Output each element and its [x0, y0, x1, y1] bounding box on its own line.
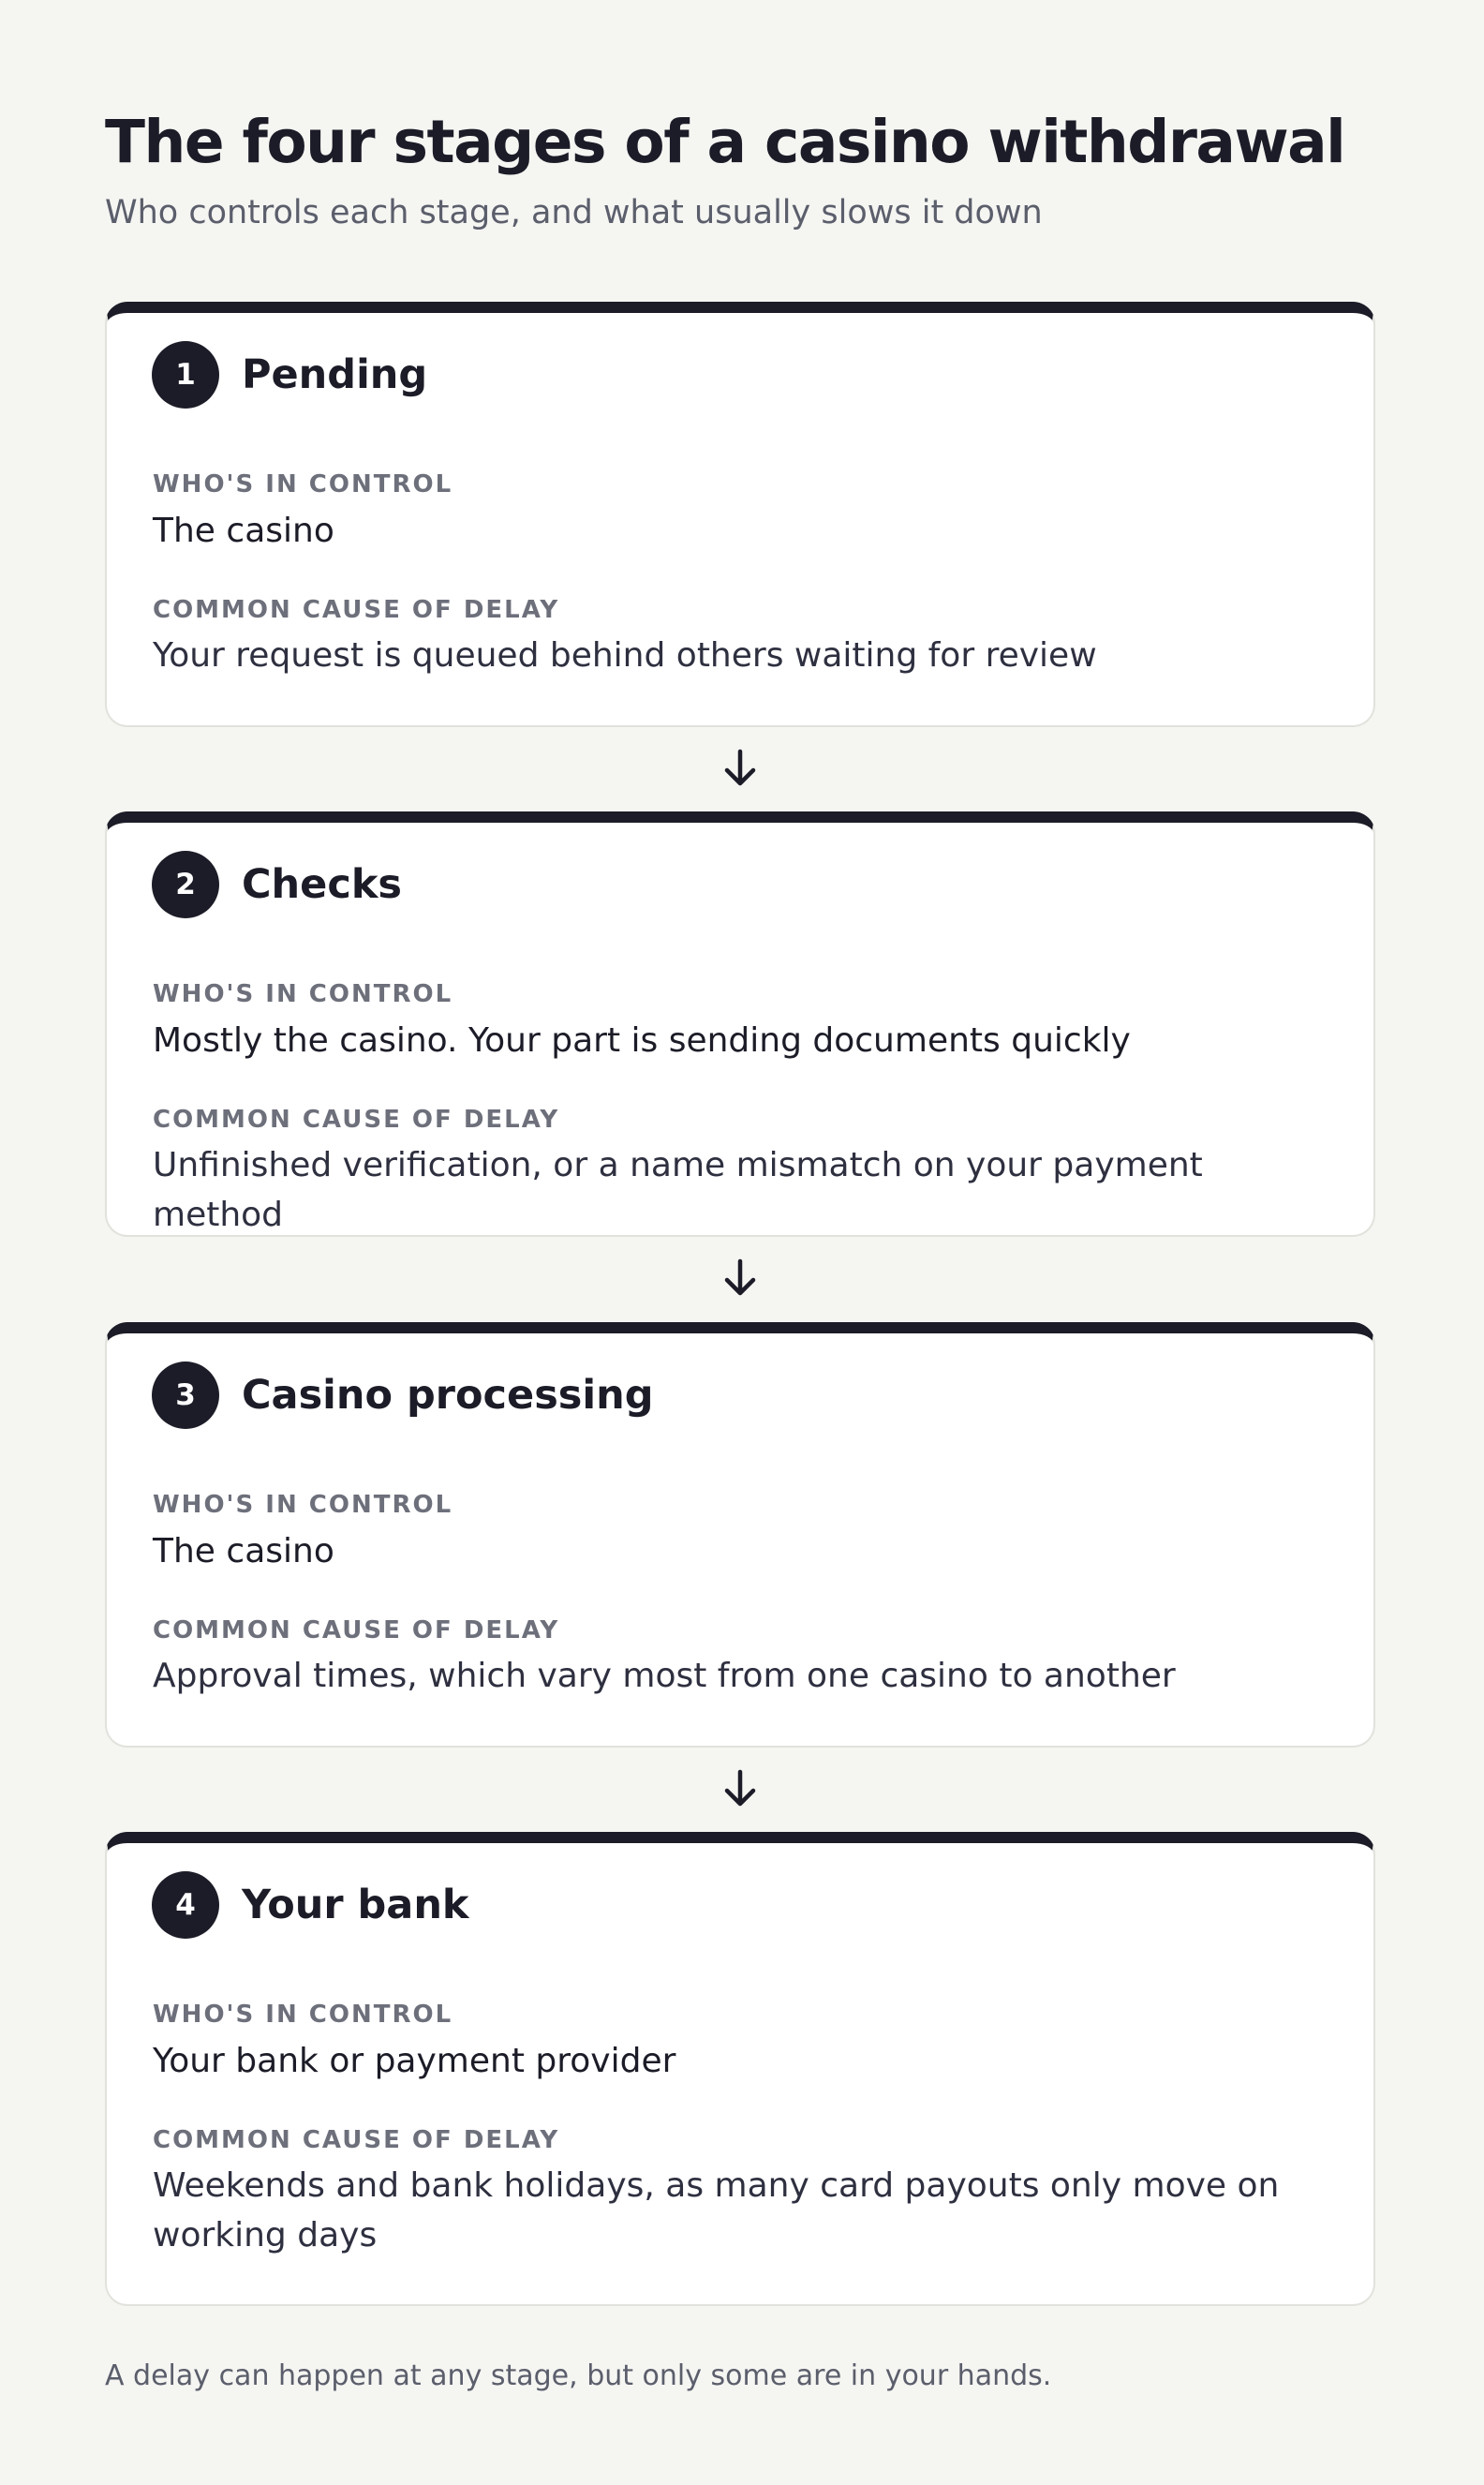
delay-value: Weekends and bank holidays, as many card payouts only move on working days	[153, 2166, 1280, 2254]
delay-value: Unfinished verification, or a name mismatch on your payment method	[153, 1146, 1203, 1234]
stage-number-badge: 3	[152, 1362, 219, 1429]
stage-title: Your bank	[242, 1882, 469, 1928]
control-value: Mostly the casino. Your part is sending documents quickly	[153, 1021, 1131, 1060]
page-subtitle: Who controls each stage, and what usually slows it down	[105, 194, 1043, 231]
stage-card-pending	[105, 302, 1375, 727]
control-label: WHO'S IN CONTROL	[153, 980, 453, 1008]
page-title: The four stages of a casino withdrawal	[105, 108, 1345, 176]
stage-title: Pending	[242, 351, 428, 398]
control-label: WHO'S IN CONTROL	[153, 2001, 453, 2029]
arrow-down-icon	[720, 1257, 761, 1299]
stage-title: Casino processing	[242, 1372, 654, 1419]
stage-title: Checks	[242, 861, 403, 908]
control-value: The casino	[153, 512, 334, 550]
stage-number-badge: 1	[152, 341, 219, 409]
stage-card-casino-processing	[105, 1322, 1375, 1748]
footnote: A delay can happen at any stage, but only some are in your hands.	[105, 2359, 1052, 2392]
stage-number-badge: 2	[152, 851, 219, 918]
delay-label: COMMON CAUSE OF DELAY	[153, 596, 560, 624]
stage-card-checks	[105, 811, 1375, 1237]
delay-label: COMMON CAUSE OF DELAY	[153, 1616, 560, 1644]
stage-header	[152, 851, 402, 918]
stage-number-badge: 4	[152, 1871, 219, 1939]
arrow-down-icon	[720, 748, 761, 789]
delay-value: Approval times, which vary most from one casino to another	[153, 1657, 1176, 1695]
stage-header	[152, 1871, 469, 1939]
stage-card-your-bank	[105, 1832, 1375, 2306]
control-label: WHO'S IN CONTROL	[153, 1491, 453, 1519]
control-value: Your bank or payment provider	[153, 2042, 676, 2080]
stage-header	[152, 1362, 654, 1429]
control-label: WHO'S IN CONTROL	[153, 470, 453, 498]
delay-label: COMMON CAUSE OF DELAY	[153, 1106, 560, 1134]
control-value: The casino	[153, 1532, 334, 1570]
delay-value: Your request is queued behind others waiting for review	[153, 636, 1097, 675]
delay-label: COMMON CAUSE OF DELAY	[153, 2126, 560, 2154]
arrow-down-icon	[720, 1768, 761, 1809]
stage-header	[152, 341, 427, 409]
